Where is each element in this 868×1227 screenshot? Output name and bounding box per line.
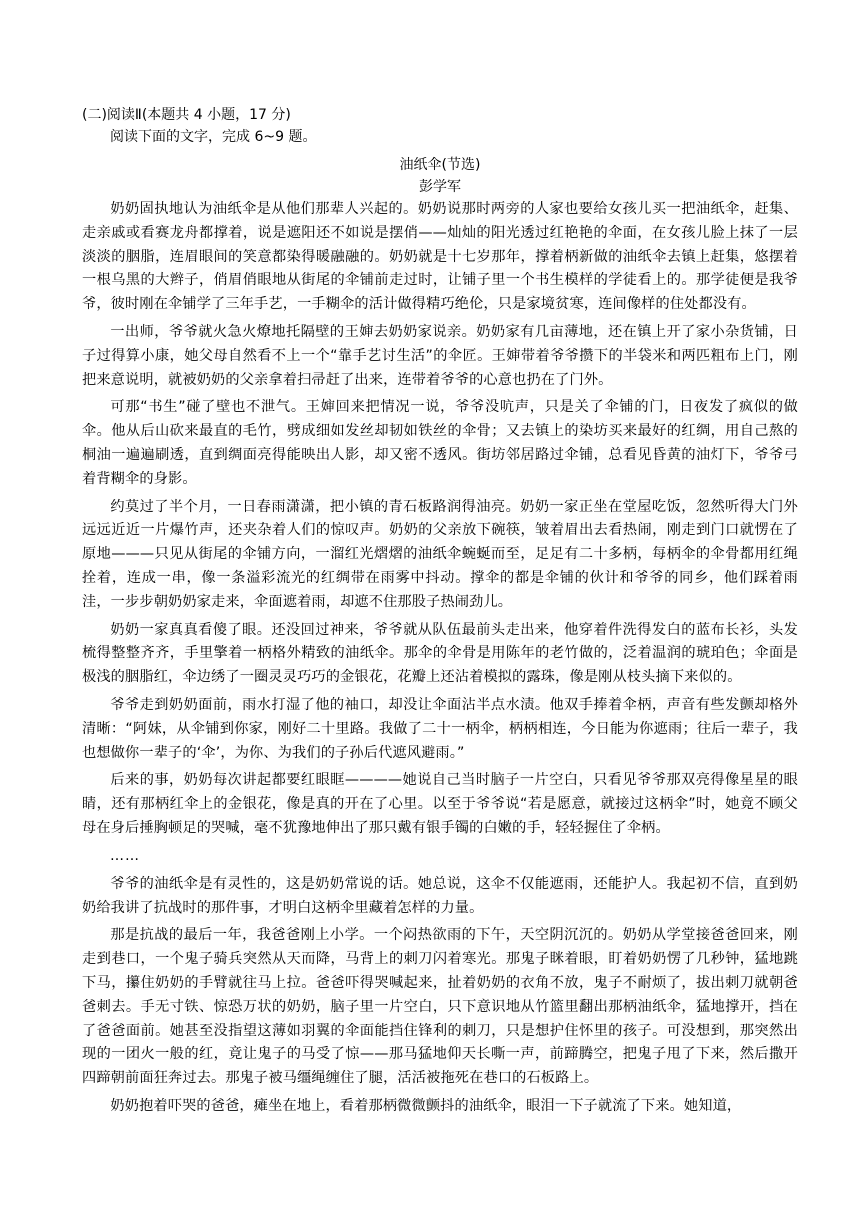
document-page <box>82 104 798 1123</box>
paragraph-5: 奶奶一家真真看傻了眼。还没回过神来，爷爷就从队伍最前头走出来，他穿着件洗得发白的蓝布长衫，头发梳得整整齐齐，手里擎着一柄格外精致的油纸伞。那伞的伞骨是用陈年的老竹做的，泛着温润的琥珀色；伞面是极浅的胭脂红，伞边绣了一圈灵灵巧巧的金银花，花瓣上还沾着模拟的露珠，像是刚从枝头摘下来似的。 <box>82 621 798 686</box>
section-header: (二)阅读Ⅱ(本题共 4 小题，17 分) <box>82 107 291 123</box>
paragraph-9: 那是抗战的最后一年，我爸爸刚上小学。一个闷热欲雨的下午，天空阴沉沉的。奶奶从学堂接爸爸回来，刚走到巷口，一个鬼子骑兵突然从天而降，马背上的刺刀闪着寒光。那鬼子眯着眼，盯着奶奶愣了几秒钟，猛地跳下马，攥住奶奶的手臂就往马上拉。爸爸吓得哭喊起来，扯着奶奶的衣角不放，鬼子不耐烦了，拔出刺刀就朝爸爸刺去。手无寸铁、惊恐万状的奶奶，脑子里一片空白，只下意识地从竹篮里翻出那柄油纸伞，猛地撑开，挡在了爸爸面前。她甚至没指望这薄如羽翼的伞面能挡住锋利的刺刀，只是想护住怀里的孩子。可没想到，那突然出现的一团火一般的红，竟让鬼子的马受了惊——那马猛地仰天长嘶一声，前蹄腾空，把鬼子甩了下来，然后撒开四蹄朝前面狂奔过去。那鬼子被马缰绳缠住了腿，活活被拖死在巷口的石板路上。 <box>82 927 798 1087</box>
instruction: 阅读下面的文字，完成 6~9 题。 <box>110 129 317 145</box>
omission-ellipsis: …… <box>110 847 140 864</box>
article-title: 油纸伞(节选) <box>399 157 481 173</box>
paragraph-1: 奶奶固执地认为油纸伞是从他们那辈人兴起的。奶奶说那时两旁的人家也要给女孩儿买一把油纸伞，赶集、走亲戚或看赛龙舟都撑着，说是遮阳还不如说是摆俏——灿灿的阳光透过红艳艳的伞面，在女孩儿脸上抹了一层淡淡的胭脂，连眉眼间的笑意都染得暖融融的。奶奶就是十七岁那年，撑着柄新做的油纸伞去镇上赶集，悠摆着一根乌黑的大辫子，俏眉俏眼地从街尾的伞铺前走过时，让铺子里一个书生模样的学徒看上的。那学徒便是我爷爷，彼时刚在伞铺学了三年手艺，一手糊伞的活计做得精巧绝伦，只是家境贫寒，连间像样的住处都没有。 <box>82 201 798 313</box>
paragraph-3: 可那“书生”碰了壁也不泄气。王婶回来把情况一说，爷爷没吭声，只是关了伞铺的门，日夜发了疯似的做伞。他从后山砍来最直的毛竹，劈成细如发丝却韧如铁丝的伞骨；又去镇上的染坊买来最好的红绸，用自己熬的桐油一遍遍刷透，直到绸面亮得能映出人影，却又密不透风。街坊邻居路过伞铺，总看见昏黄的油灯下，爷爷弓着背糊伞的身影。 <box>82 399 798 487</box>
paragraph-7: 后来的事，奶奶每次讲起都要红眼眶————她说自己当时脑子一片空白，只看见爷爷那双亮得像星星的眼睛，还有那柄红伞上的金银花，像是真的开在了心里。以至于爷爷说“若是愿意，就接过这柄伞”时，她竟不顾父母在身后捶胸顿足的哭喊，毫不犹豫地伸出了那只戴有银手镯的白嫩的手，轻轻握住了伞柄。 <box>82 772 798 836</box>
paragraph-4: 约莫过了半个月，一日春雨潇潇，把小镇的青石板路润得油亮。奶奶一家正坐在堂屋吃饭，忽然听得大门外远远近近一片爆竹声，还夹杂着人们的惊叹声。奶奶的父亲放下碗筷，皱着眉出去看热闹，刚走到门口就愣在了原地———只见从街尾的伞铺方向，一溜红光熠熠的油纸伞蜿蜒而至，足足有二十多柄，每柄伞的伞骨都用红绳拴着，连成一串，像一条溢彩流光的红绸带在雨雾中抖动。撑伞的都是伞铺的伙计和爷爷的同乡，他们踩着雨洼，一步步朝奶奶家走来，伞面遮着雨，却遮不住那股子热闹劲儿。 <box>82 498 798 610</box>
paragraph-2: 一出师，爷爷就火急火燎地托隔壁的王婶去奶奶家说亲。奶奶家有几亩薄地，还在镇上开了家小杂货铺，日子过得算小康，她父母自然看不上一个“靠手艺讨生活”的伞匠。王婶带着爷爷攒下的半袋米和两匹粗布上门，刚把来意说明，就被奶奶的父亲拿着扫帚赶了出来，连带着爷爷的心意也扔在了门外。 <box>82 323 798 388</box>
paragraph-8: 爷爷的油纸伞是有灵性的，这是奶奶常说的话。她总说，这伞不仅能遮雨，还能护人。我起初不信，直到奶奶给我讲了抗战时的那件事，才明白这柄伞里藏着怎样的力量。 <box>82 875 798 916</box>
paragraph-10: 奶奶抱着吓哭的爸爸，瘫坐在地上，看着那柄微微颤抖的油纸伞，眼泪一下子就流了下来。她知道， <box>110 1097 742 1114</box>
article-author: 彭学军 <box>419 179 461 195</box>
paragraph-6: 爷爷走到奶奶面前，雨水打湿了他的袖口，却没让伞面沾半点水渍。他双手捧着伞柄，声音有些发颤却格外清晰：“阿妹，从伞铺到你家，刚好二十里路。我做了二十一柄伞，柄柄相连，今日能为你遮雨；往后一辈子，我也想做你一辈子的‘伞’，为你、为我们的子孙后代遮风避雨。” <box>82 696 798 761</box>
